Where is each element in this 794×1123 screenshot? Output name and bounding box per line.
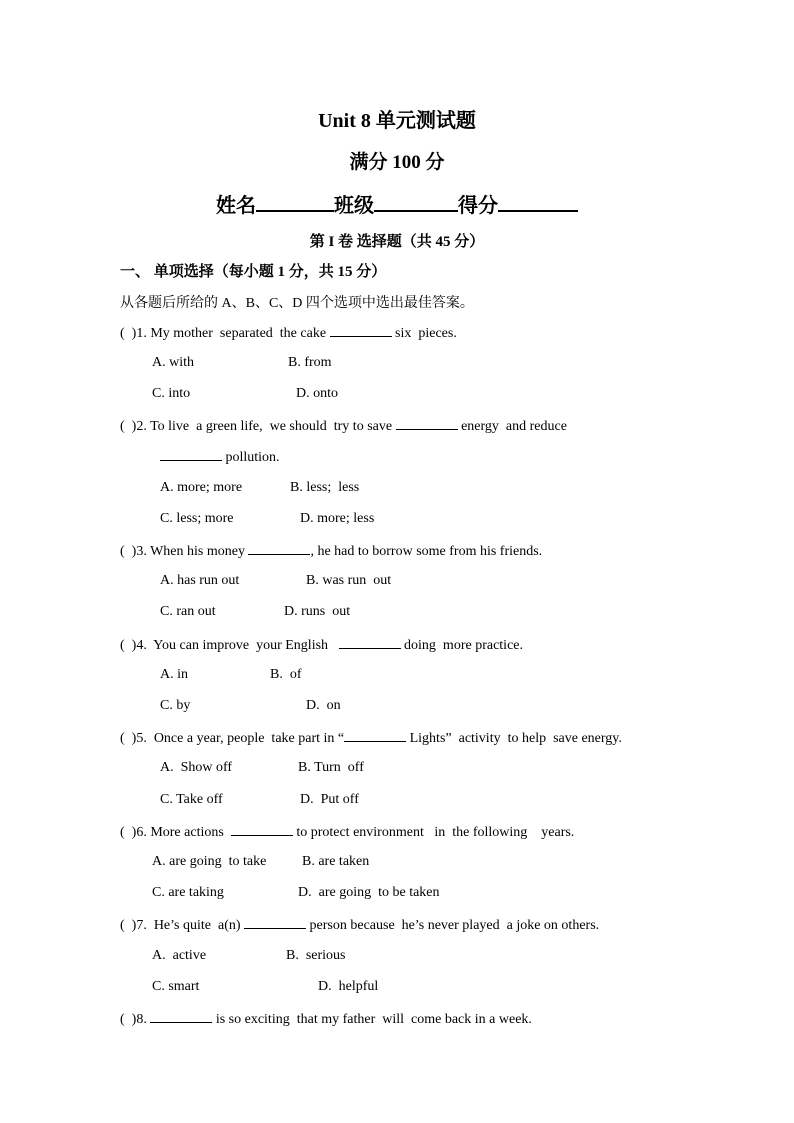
option-c: C. Take off (160, 792, 223, 807)
option-a: A. are going to take (152, 854, 267, 869)
question-5 (120, 729, 622, 747)
option-d: D. on (306, 698, 341, 713)
question-text: person because he’s never played a joke on others. (306, 918, 600, 933)
option-b: B. less; less (290, 480, 360, 495)
question-6 (120, 823, 574, 841)
question-text: ( )3. When his money (120, 544, 249, 559)
option-a: A. Show off (160, 760, 233, 775)
question-7 (120, 916, 599, 934)
score-label: 得分 (458, 195, 498, 217)
question-text: to protect environment in the following years. (292, 825, 575, 840)
option-a: A. in (160, 667, 188, 682)
name-label: 姓名 (216, 195, 256, 217)
question-text: ( )4. You can improve your English (120, 638, 339, 653)
question-1 (120, 324, 457, 342)
answer-blank (396, 417, 458, 430)
answer-blank (339, 636, 401, 649)
class-label: 班级 (334, 195, 374, 217)
instruction: 从各题后所给的 A、B、C、D 四个选项中选出最佳答案。 (120, 296, 474, 311)
question-text: ( )2. To live a green life, we should try to save (120, 419, 396, 434)
option-d: D. are going to be taken (298, 885, 440, 900)
option-c: C. less; more (160, 511, 234, 526)
question-text: Lights” activity to help save energy. (406, 731, 622, 746)
answer-blank (248, 542, 310, 555)
option-d: D. runs out (284, 604, 351, 619)
question-2-continued (160, 448, 280, 466)
option-c: C. smart (152, 979, 200, 994)
option-a: A. active (152, 948, 207, 963)
answer-blank (160, 448, 222, 461)
question-text: ( )1. My mother separated the cake (120, 326, 330, 341)
option-b: B. from (288, 355, 332, 370)
option-a: A. has run out (160, 573, 240, 588)
option-a: A. more; more (160, 480, 243, 495)
question-text: pollution. (222, 450, 280, 465)
option-b: B. are taken (302, 854, 370, 869)
question-text: doing more practice. (400, 638, 523, 653)
option-d: D. helpful (318, 979, 379, 994)
question-8 (120, 1010, 532, 1028)
answer-blank (150, 1010, 212, 1023)
option-d: D. onto (296, 386, 338, 401)
question-text: six pieces. (391, 326, 457, 341)
exam-title: Unit 8 单元测试题 (318, 110, 476, 132)
question-text: is so exciting that my father will come back in a week. (212, 1012, 532, 1027)
part-heading: 第 I 卷 选择题（共 45 分） (309, 234, 485, 250)
answer-blank (244, 916, 306, 929)
option-b: B. Turn off (298, 760, 364, 775)
question-text: ( )6. More actions (120, 825, 231, 840)
option-c: C. are taking (152, 885, 224, 900)
answer-blank (344, 729, 406, 742)
question-text: ( )5. Once a year, people take part in “ (120, 731, 345, 746)
option-d: D. Put off (300, 792, 359, 807)
question-text: energy and reduce (457, 419, 567, 434)
question-4 (120, 636, 523, 654)
option-b: B. of (270, 667, 302, 682)
option-c: C. into (152, 386, 191, 401)
question-text: ( )8. (120, 1012, 151, 1027)
option-a: A. with (152, 355, 194, 370)
option-d: D. more; less (300, 511, 375, 526)
question-2 (120, 417, 567, 435)
answer-blank (330, 324, 392, 337)
question-text: , he had to borrow some from his friends. (310, 544, 543, 559)
section-heading: 一、 单项选择（每小题 1 分，共 15 分） (120, 264, 387, 280)
full-score: 满分 100 分 (349, 152, 445, 173)
score-blank[interactable] (498, 192, 578, 212)
student-info-line (0, 189, 794, 218)
class-blank[interactable] (374, 192, 458, 212)
name-blank[interactable] (256, 192, 334, 212)
option-b: B. was run out (306, 573, 392, 588)
option-c: C. by (160, 698, 191, 713)
question-3 (120, 542, 542, 560)
option-b: B. serious (286, 948, 346, 963)
question-text: ( )7. He’s quite a(n) (120, 918, 245, 933)
answer-blank (231, 823, 293, 836)
option-c: C. ran out (160, 604, 216, 619)
